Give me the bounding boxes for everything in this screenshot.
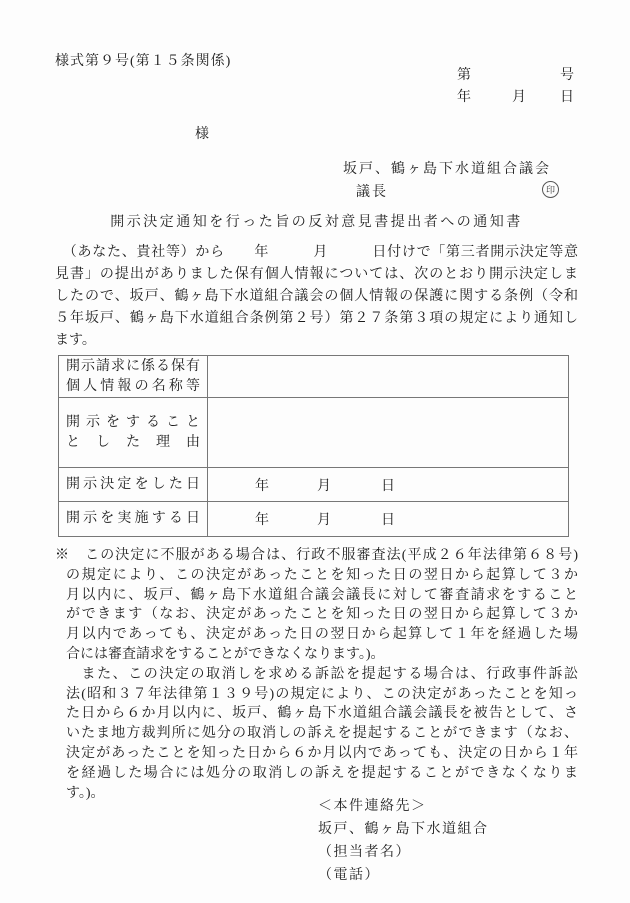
contact-person: （担当者名） bbox=[318, 845, 411, 860]
issue-date-year-label: 年 bbox=[457, 90, 471, 105]
doc-number-prefix: 第 bbox=[457, 68, 471, 83]
note-line: の規定により、この決定があったことを知った日の翌日から起算して３か bbox=[66, 567, 578, 583]
table-row bbox=[59, 356, 568, 397]
addressee-honorific: 様 bbox=[195, 127, 211, 142]
date-day-label: 日 bbox=[381, 478, 395, 494]
note-line: 法(昭和３７年法律第１３９号)の規定により、この決定があったことを知っ bbox=[66, 686, 578, 702]
contact-footer bbox=[318, 795, 489, 887]
issuer-title: 議長 bbox=[356, 185, 388, 200]
date-month-label: 月 bbox=[317, 513, 331, 528]
table-row-label: 開示請求に係る保有 個人情報の名称等 bbox=[59, 356, 208, 397]
note-line: 合には審査請求をすることができなくなります。)。 bbox=[66, 646, 385, 662]
body-paragraph bbox=[55, 242, 578, 352]
page-title: 開示決定通知を行った旨の反対意見書提出者への通知書 bbox=[110, 215, 523, 230]
table-row bbox=[59, 467, 568, 501]
legal-notes bbox=[55, 546, 578, 803]
date-year-label: 年 bbox=[255, 513, 269, 528]
body-line: （あなた、貴社等）から 年 月 日付けで「第三者開示決定等意 bbox=[55, 245, 578, 260]
note-line: 月以内に、坂戸、鶴ヶ島下水道組合議会議長に対して審査請求をすること bbox=[66, 587, 578, 603]
body-line: ます。 bbox=[55, 333, 96, 348]
issuer-organization: 坂戸、鶴ヶ島下水道組合議会 bbox=[343, 162, 551, 177]
note-line: ができます（なお、決定があったことを知った日の翌日から起算して３か bbox=[66, 607, 578, 623]
contact-phone: （電話） bbox=[318, 868, 380, 883]
table-cell-date bbox=[208, 468, 568, 501]
table-cell-value-blank bbox=[208, 356, 568, 397]
body-line: 見書」の提出がありました保有個人情報については、次のとおり開示決定しま bbox=[55, 267, 578, 282]
body-line: したので、坂戸、鶴ヶ島下水道組合議会の個人情報の保護に関する条例（令和 bbox=[55, 289, 578, 304]
contact-label: ＜本件連絡先＞ bbox=[318, 799, 427, 814]
form-number: 様式第９号(第１５条関係) bbox=[55, 54, 232, 69]
table-row-label: 開示決定をした日 bbox=[59, 468, 208, 501]
table-cell-value-blank bbox=[208, 398, 568, 467]
note-line: た日から６か月以内に、坂戸、鶴ヶ島下水道組合議会議長を被告として、さ bbox=[66, 706, 578, 722]
issue-date-day-label: 日 bbox=[560, 90, 574, 105]
table-cell-date bbox=[208, 502, 568, 536]
disclosure-table bbox=[58, 355, 569, 537]
body-line: ５年坂戸、鶴ヶ島下水道組合条例第２号）第２７条第３項の規定により通知し bbox=[55, 311, 578, 326]
note-line: を経過した場合には処分の取消しの訴えを提起することができなくなりま bbox=[66, 765, 578, 781]
table-row bbox=[59, 501, 568, 536]
note-line: また、この決定の取消しを求める訴訟を提起する場合は、行政事件訴訟 bbox=[66, 666, 578, 682]
table-row-label: 開示を実施する日 bbox=[59, 502, 208, 536]
note-line: 月以内であっても、決定があった日の翌日から起算して１年を経過した場 bbox=[66, 627, 578, 643]
table-row-label: 開示をすること とした理由 bbox=[59, 398, 208, 467]
contact-org: 坂戸、鶴ヶ島下水道組合 bbox=[318, 822, 489, 837]
date-day-label: 日 bbox=[381, 513, 395, 528]
note-line: 決定があったことを知った日から６か月以内であっても、決定の日から１年 bbox=[66, 745, 578, 761]
date-year-label: 年 bbox=[255, 478, 269, 494]
seal-stamp-icon: 印 bbox=[542, 181, 559, 198]
issue-date-month-label: 月 bbox=[512, 90, 526, 105]
note-line: す。)。 bbox=[66, 785, 105, 801]
table-row bbox=[59, 397, 568, 467]
note-line: ※ この決定に不服がある場合は、行政不服審査法(平成２６年法律第６８号) bbox=[55, 548, 578, 563]
date-month-label: 月 bbox=[317, 478, 331, 494]
doc-number-suffix: 号 bbox=[560, 68, 574, 83]
note-line: いたま地方裁判所に処分の取消しの訴えを提起することができます（なお、 bbox=[66, 726, 578, 742]
